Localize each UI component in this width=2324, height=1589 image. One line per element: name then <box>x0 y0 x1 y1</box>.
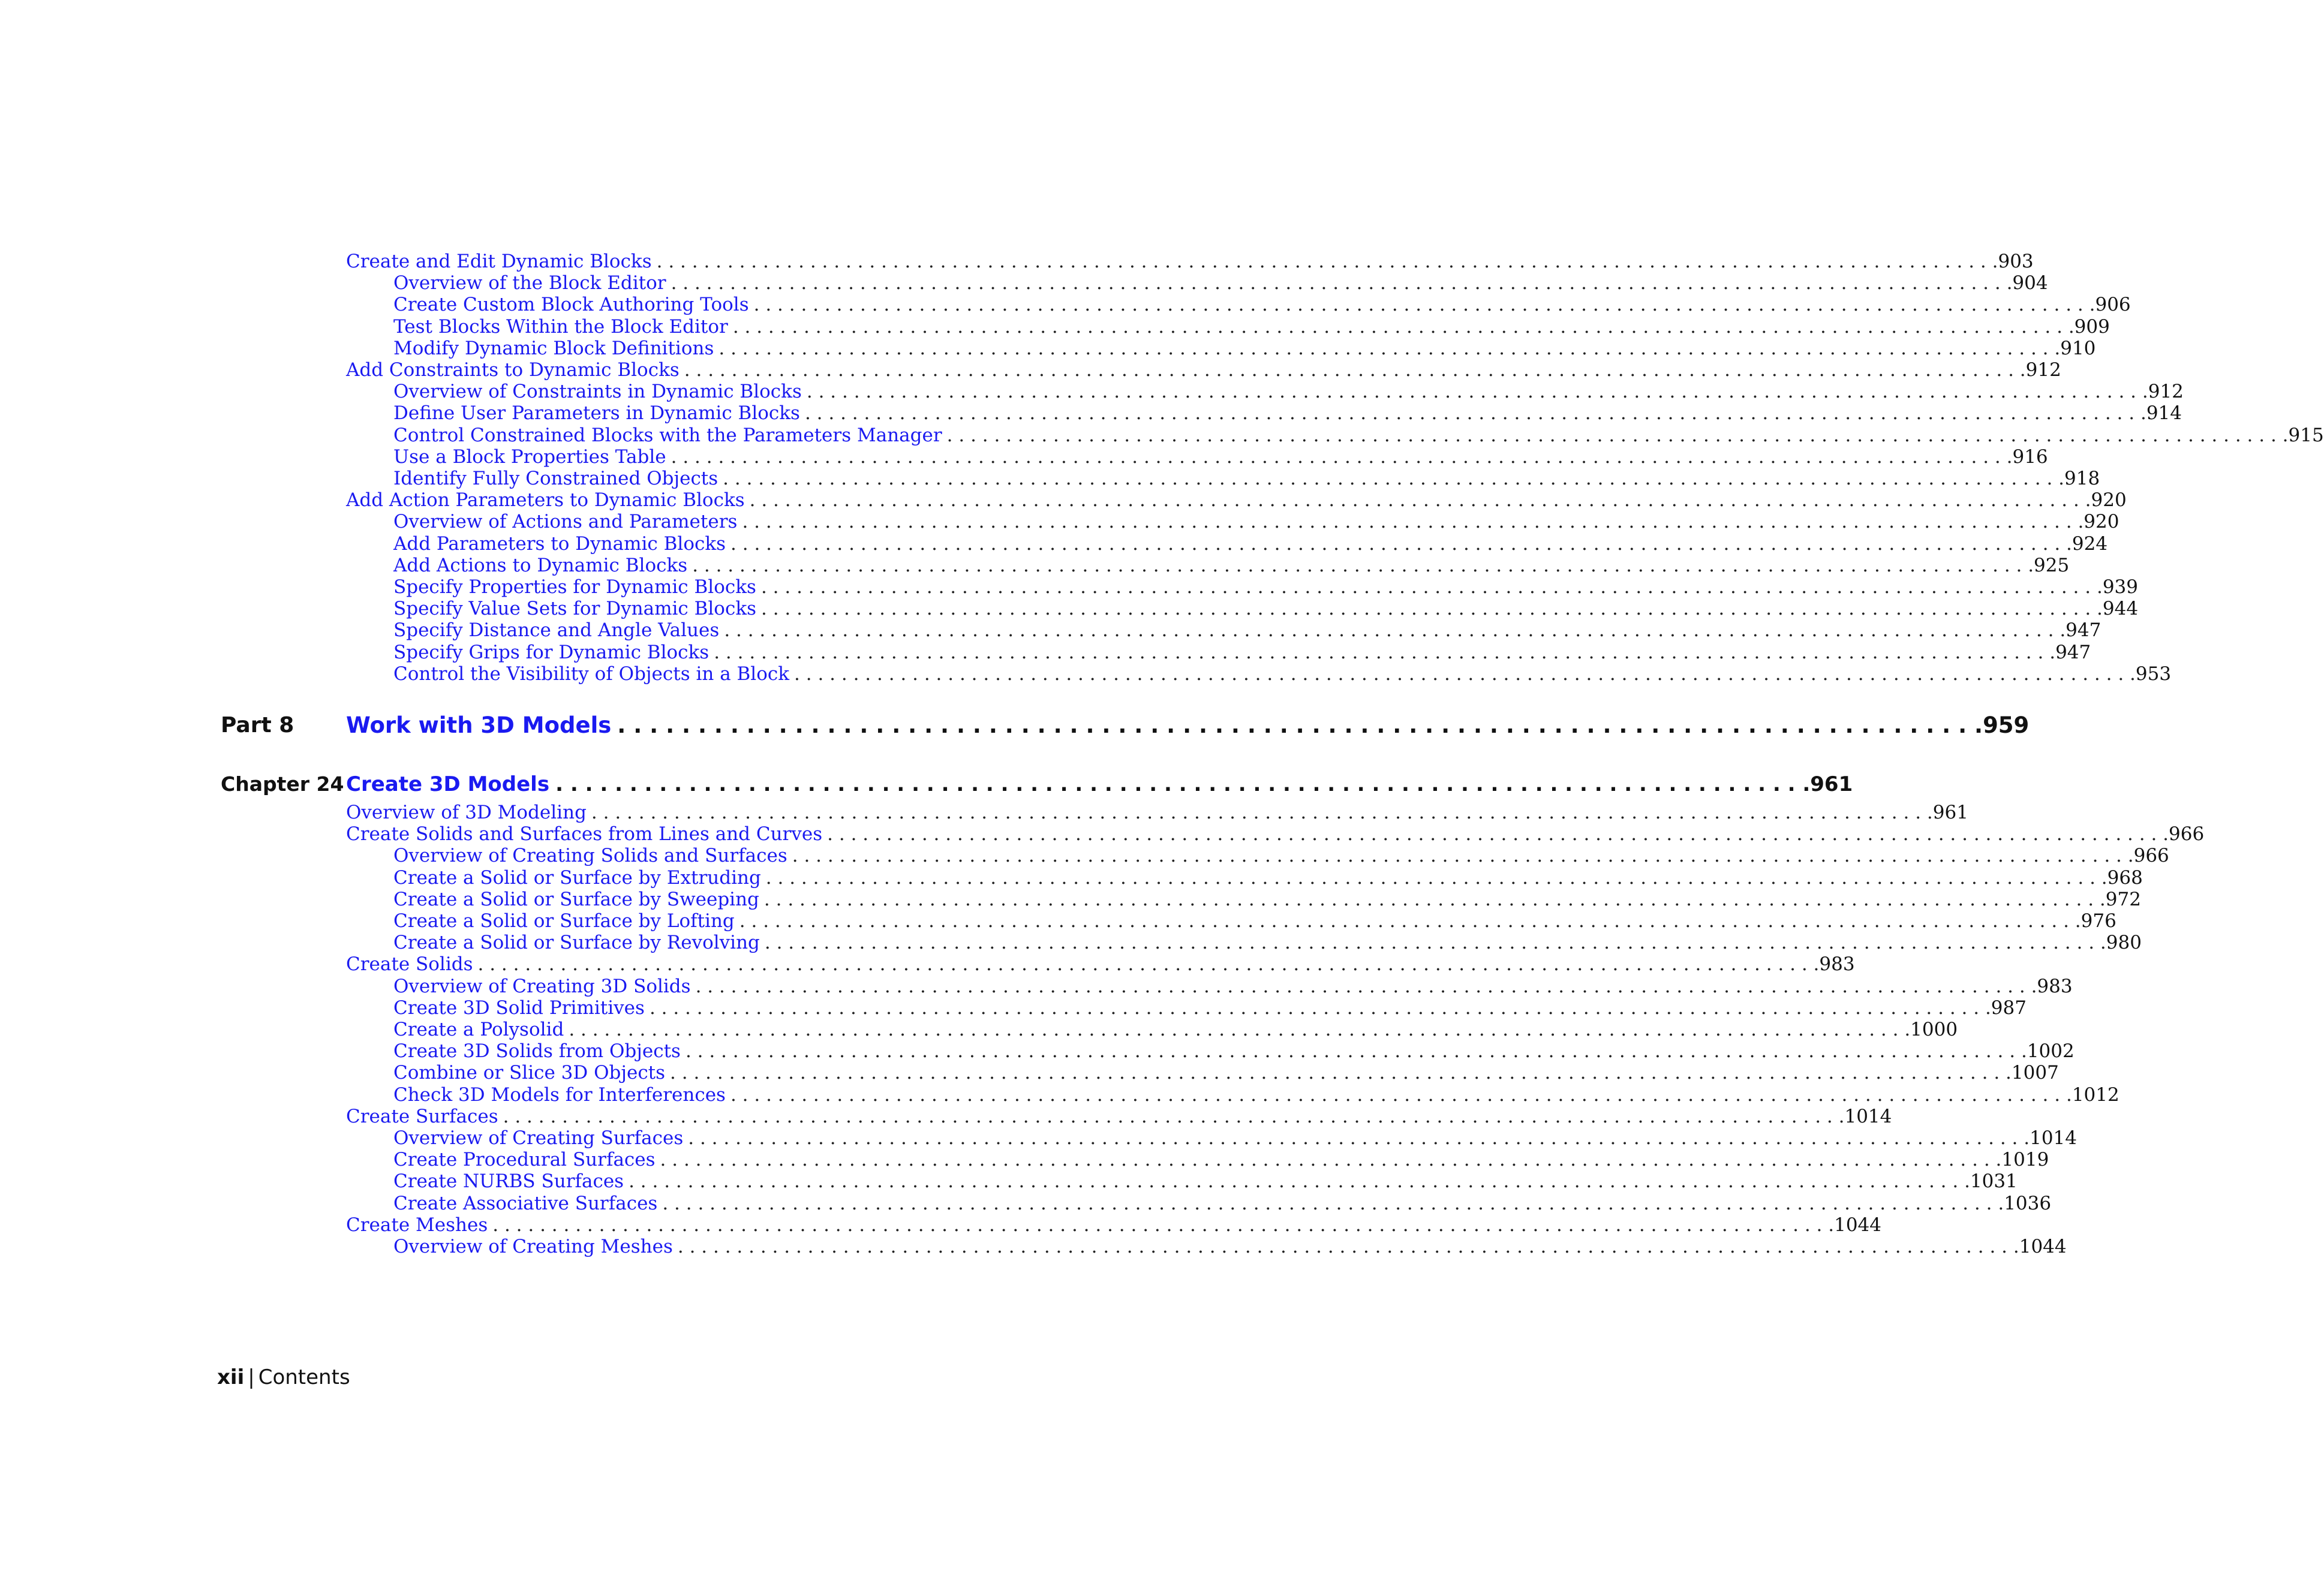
toc-entry-link[interactable]: Create a Solid or Surface by Sweeping <box>393 888 759 910</box>
page-footer <box>217 1365 350 1390</box>
toc-subsection-entry[interactable] <box>393 997 2027 1019</box>
toc-row <box>0 1170 2018 1193</box>
dot-leader <box>709 642 2055 663</box>
toc-subsection-entry[interactable] <box>393 1062 2059 1084</box>
toc-row <box>0 1040 2075 1063</box>
toc-entry-link[interactable]: Specify Distance and Angle Values <box>393 619 720 642</box>
toc-subsection-entry[interactable] <box>393 641 2091 663</box>
chapter-entry[interactable] <box>346 770 1853 799</box>
toc-entry-link[interactable]: Add Actions to Dynamic Blocks <box>393 554 688 576</box>
page-folio: xii <box>217 1365 245 1389</box>
toc-entry-link[interactable]: Specify Properties for Dynamic Blocks <box>393 576 756 598</box>
toc-page-number: 976 <box>2081 910 2116 932</box>
toc-row <box>0 1019 1958 1040</box>
toc-page-number: 909 <box>2074 315 2110 338</box>
toc-entry-link[interactable]: Overview of Constraints in Dynamic Blocks <box>393 381 802 403</box>
dot-leader <box>735 910 2081 932</box>
dot-leader <box>611 711 1983 740</box>
chapter-page-number: 961 <box>1810 772 1853 796</box>
toc-row <box>0 424 2324 446</box>
dot-leader <box>737 511 2084 532</box>
toc-row <box>0 402 2182 425</box>
toc-entry-link[interactable]: Check 3D Models for Interferences <box>393 1084 726 1106</box>
toc-row <box>0 910 2116 932</box>
dot-leader <box>488 1214 1834 1236</box>
toc-entry-link[interactable]: Modify Dynamic Block Definitions <box>393 337 714 359</box>
toc-row <box>0 619 2101 642</box>
toc-subsection-entry[interactable] <box>393 1019 1958 1040</box>
dot-leader <box>624 1170 1970 1192</box>
toc-row <box>0 1062 2059 1084</box>
part-title-link[interactable]: Work with 3D Models <box>346 712 612 738</box>
toc-subsection-entry[interactable] <box>393 554 2070 576</box>
toc-subsection-entry[interactable] <box>393 1170 2018 1193</box>
toc-row <box>0 1105 1892 1127</box>
toc-page-number: 1002 <box>2027 1040 2075 1063</box>
toc-section-entry[interactable] <box>346 1105 1892 1127</box>
toc-row <box>0 468 2100 489</box>
toc-entry-link[interactable]: Create a Solid or Surface by Lofting <box>393 910 735 932</box>
toc-page-number: 953 <box>2135 663 2172 685</box>
toc-subsection-entry[interactable] <box>393 866 2143 889</box>
dot-leader <box>498 1106 1845 1127</box>
toc-entry-link[interactable]: Overview of Creating 3D Solids <box>393 975 691 997</box>
toc-row <box>0 953 1855 976</box>
toc-row <box>0 866 2143 889</box>
toc-page-number: 920 <box>2091 489 2127 511</box>
toc-subsection-entry[interactable] <box>393 446 2048 468</box>
dot-leader <box>726 1084 2072 1106</box>
toc-entry-link[interactable]: Create Solids and Surfaces from Lines and Curves <box>346 823 823 845</box>
toc-subsection-entry[interactable] <box>393 468 2100 489</box>
toc-entry-link[interactable]: Overview of the Block Editor <box>393 272 666 294</box>
toc-subsection-entry[interactable] <box>393 619 2101 642</box>
toc-row <box>0 823 2205 845</box>
toc-row <box>0 1192 2052 1214</box>
toc-subsection-entry[interactable] <box>393 511 2119 533</box>
toc-row <box>0 489 2127 511</box>
toc-row <box>0 359 2061 381</box>
dot-leader <box>800 402 2146 424</box>
chapter-title-link[interactable]: Create 3D Models <box>346 772 550 796</box>
dot-leader <box>691 976 2037 997</box>
toc-row <box>0 932 2142 954</box>
toc-row <box>0 1127 2078 1149</box>
toc-entry-link[interactable]: Specify Value Sets for Dynamic Blocks <box>393 598 757 620</box>
part-page-number: 959 <box>1983 712 2030 738</box>
toc-row <box>0 845 2169 867</box>
toc-subsection-entry[interactable] <box>393 1084 2119 1106</box>
toc-entry-link[interactable]: Create Solids <box>346 953 473 976</box>
toc-page-number: 912 <box>2148 381 2184 403</box>
toc-page-number: 966 <box>2133 845 2169 867</box>
toc-row <box>0 576 2138 598</box>
toc-row <box>0 272 2048 294</box>
toc-subsection-entry[interactable] <box>393 532 2108 555</box>
toc-section-entry[interactable] <box>346 1214 1882 1236</box>
toc-entry-link[interactable]: Create Custom Block Authoring Tools <box>393 294 749 316</box>
toc-entry-link[interactable]: Control Constrained Blocks with the Parameters Manager <box>393 424 942 446</box>
dot-leader <box>645 997 1991 1019</box>
toc-entry-link[interactable]: Overview of Creating Meshes <box>393 1236 673 1257</box>
dot-leader <box>745 489 2091 511</box>
dot-leader <box>665 1062 2012 1084</box>
dot-leader <box>657 1193 2004 1214</box>
toc-page-number: 920 <box>2084 511 2119 533</box>
toc-entry-link[interactable]: Create 3D Solid Primitives <box>393 997 645 1019</box>
toc-page-number: 904 <box>2012 272 2048 294</box>
toc-page-number: 972 <box>2105 888 2141 910</box>
toc-page-number: 983 <box>2037 975 2073 997</box>
toc-row <box>0 554 2070 576</box>
toc-row <box>0 511 2119 533</box>
dot-leader <box>666 446 2013 468</box>
dot-leader <box>473 953 1820 975</box>
toc-row <box>0 598 2139 620</box>
toc-subsection-entry[interactable] <box>393 337 2096 359</box>
dot-leader <box>714 338 2060 359</box>
dot-leader <box>656 1149 2002 1170</box>
toc-row <box>0 446 2048 468</box>
part-entry[interactable] <box>346 711 2030 740</box>
toc-page-number: 1044 <box>1834 1214 1882 1236</box>
part-heading <box>0 711 2030 740</box>
toc-subsection-entry[interactable] <box>393 315 2110 338</box>
toc-row <box>0 1214 1882 1236</box>
toc-row <box>0 975 2073 997</box>
toc-page-number: 906 <box>2095 294 2131 316</box>
toc-page-number: 925 <box>2034 554 2070 576</box>
toc-page-number: 915 <box>2288 424 2324 446</box>
toc-row <box>0 337 2096 359</box>
dot-leader <box>683 1127 2030 1149</box>
toc-page-number: 1014 <box>1844 1105 1892 1127</box>
toc-entry-link[interactable]: Create Procedural Surfaces <box>393 1149 656 1171</box>
toc-page-number: 1000 <box>1910 1019 1958 1040</box>
dot-leader <box>760 932 2106 953</box>
toc-subsection-entry[interactable] <box>393 663 2172 685</box>
toc-page-number: 947 <box>2055 641 2091 663</box>
toc-entry-link[interactable]: Create a Solid or Surface by Revolving <box>393 932 760 954</box>
chapter-heading <box>0 770 1853 799</box>
toc-subsection-entry[interactable] <box>393 1040 2075 1063</box>
toc-entry-link[interactable]: Create Meshes <box>346 1214 488 1236</box>
toc-page-number: 903 <box>1998 251 2034 272</box>
dot-leader <box>564 1019 1910 1040</box>
toc-entry-link[interactable]: Overview of Creating Solids and Surfaces <box>393 845 787 867</box>
dot-leader <box>749 294 2095 315</box>
dot-leader <box>652 251 1998 272</box>
dot-leader <box>802 381 2148 402</box>
dot-leader <box>756 576 2103 598</box>
toc-entry-link[interactable]: Add Constraints to Dynamic Blocks <box>346 359 680 381</box>
toc-entry-link[interactable]: Create Associative Surfaces <box>393 1192 658 1214</box>
toc-row <box>0 315 2110 338</box>
toc-page-number: 1014 <box>2030 1127 2078 1149</box>
dot-leader <box>756 598 2103 619</box>
toc-entry-link[interactable]: Create NURBS Surfaces <box>393 1170 624 1193</box>
toc-row <box>0 532 2108 555</box>
toc-subsection-entry[interactable] <box>393 910 2116 932</box>
dot-leader <box>718 468 2064 489</box>
dot-leader <box>728 316 2075 338</box>
toc-page-number: 1019 <box>2001 1149 2049 1171</box>
toc-page-number: 910 <box>2060 337 2096 359</box>
toc-entry-link[interactable]: Overview of Actions and Parameters <box>393 511 738 533</box>
toc-page-number: 980 <box>2106 932 2142 954</box>
toc-entry-link[interactable]: Define User Parameters in Dynamic Blocks <box>393 402 800 425</box>
dot-leader <box>726 533 2072 555</box>
dot-leader <box>759 889 2106 910</box>
toc-section-entry[interactable] <box>346 489 2127 511</box>
toc-entry-link[interactable]: Test Blocks Within the Block Editor <box>393 315 728 338</box>
toc-row <box>0 294 2131 316</box>
toc-page-number: 947 <box>2066 619 2101 642</box>
toc-subsection-entry[interactable] <box>393 1236 2067 1257</box>
toc-page-number: 1036 <box>2004 1192 2052 1214</box>
toc-entry-link[interactable]: Use a Block Properties Table <box>393 446 666 468</box>
toc-entry-link[interactable]: Create Surfaces <box>346 1105 498 1127</box>
dot-leader <box>549 770 1810 799</box>
dot-leader <box>719 619 2066 641</box>
toc-page-number: 944 <box>2102 598 2139 620</box>
toc-row <box>0 888 2141 910</box>
toc-page-number: 987 <box>1991 997 2027 1019</box>
toc-page-number: 914 <box>2146 402 2182 425</box>
toc-page-number: 1044 <box>2019 1236 2067 1257</box>
toc-section-entry[interactable] <box>346 823 2205 845</box>
toc-row <box>0 1236 2067 1257</box>
footer-section-name: Contents <box>258 1365 350 1389</box>
toc-subsection-entry[interactable] <box>393 381 2184 403</box>
toc-section-entry[interactable] <box>346 359 2061 381</box>
toc-subsection-entry[interactable] <box>393 402 2182 425</box>
toc-entry-link[interactable]: Create and Edit Dynamic Blocks <box>346 251 652 272</box>
toc-subsection-entry[interactable] <box>393 932 2142 954</box>
toc-subsection-entry[interactable] <box>393 1192 2052 1214</box>
toc-subsection-entry[interactable] <box>393 1127 2078 1149</box>
dot-leader <box>666 272 2013 294</box>
toc-entry-link[interactable]: Add Parameters to Dynamic Blocks <box>393 532 726 555</box>
toc-row <box>0 1084 2119 1106</box>
dot-leader <box>789 663 2136 685</box>
toc-entry-link[interactable]: Overview of Creating Surfaces <box>393 1127 684 1149</box>
dot-leader <box>822 823 2169 845</box>
dot-leader <box>681 1040 2027 1062</box>
toc-subsection-entry[interactable] <box>393 576 2138 598</box>
toc-page-number: 1031 <box>1970 1170 2018 1193</box>
toc-subsection-entry[interactable] <box>393 272 2048 294</box>
toc-page-number: 966 <box>2169 823 2205 845</box>
dot-leader <box>687 555 2034 576</box>
toc-entry-link[interactable]: Identify Fully Constrained Objects <box>393 468 718 489</box>
toc-page-number: 1012 <box>2072 1084 2119 1106</box>
dot-leader <box>761 867 2107 889</box>
toc-entry-link[interactable]: Add Action Parameters to Dynamic Blocks <box>346 489 745 511</box>
toc-page-number: 924 <box>2072 532 2108 555</box>
toc-entry-link[interactable]: Create a Solid or Surface by Extruding <box>393 866 761 889</box>
toc-row <box>0 663 2172 685</box>
toc-row <box>0 997 2027 1019</box>
toc-section-entry[interactable] <box>346 802 1968 823</box>
toc-entry-link[interactable]: Overview of 3D Modeling <box>346 802 587 823</box>
dot-leader <box>787 845 2134 866</box>
toc-subsection-entry[interactable] <box>393 845 2169 867</box>
toc-page-number: 961 <box>1932 802 1968 823</box>
toc-subsection-entry[interactable] <box>393 1149 2049 1171</box>
toc-entry-link[interactable]: Create a Polysolid <box>393 1019 564 1040</box>
chapter-label: Chapter 24 <box>221 772 344 796</box>
toc-section-entry[interactable] <box>346 251 2034 272</box>
toc-page-number: 968 <box>2107 866 2143 889</box>
dot-leader <box>942 425 2289 446</box>
toc-page-number: 1007 <box>2011 1062 2059 1084</box>
toc-entry-link[interactable]: Create 3D Solids from Objects <box>393 1040 681 1063</box>
toc-subsection-entry[interactable] <box>393 424 2324 446</box>
toc-row <box>0 1149 2049 1171</box>
toc-page-number: 912 <box>2025 359 2061 381</box>
dot-leader <box>680 359 2026 381</box>
toc-entry-link[interactable]: Combine or Slice 3D Objects <box>393 1062 666 1084</box>
toc-row <box>0 641 2091 663</box>
toc-row <box>0 802 1968 823</box>
footer-separator: | <box>248 1365 255 1389</box>
toc-subsection-entry[interactable] <box>393 294 2131 316</box>
toc-section-entry[interactable] <box>346 953 1855 976</box>
toc-entry-link[interactable]: Specify Grips for Dynamic Blocks <box>393 641 709 663</box>
toc-subsection-entry[interactable] <box>393 888 2141 910</box>
part-label: Part 8 <box>221 713 294 738</box>
dot-leader <box>587 802 1933 823</box>
toc-page-number: 916 <box>2012 446 2048 468</box>
toc-row <box>0 251 2034 272</box>
toc-page-number: 983 <box>1819 953 1855 976</box>
toc-row <box>0 381 2184 403</box>
toc-subsection-entry[interactable] <box>393 975 2073 997</box>
toc-page-number: 918 <box>2064 468 2100 489</box>
dot-leader <box>673 1236 2019 1257</box>
toc-page-number: 939 <box>2102 576 2138 598</box>
toc-entry-link[interactable]: Control the Visibility of Objects in a Block <box>393 663 790 685</box>
toc-subsection-entry[interactable] <box>393 598 2139 620</box>
